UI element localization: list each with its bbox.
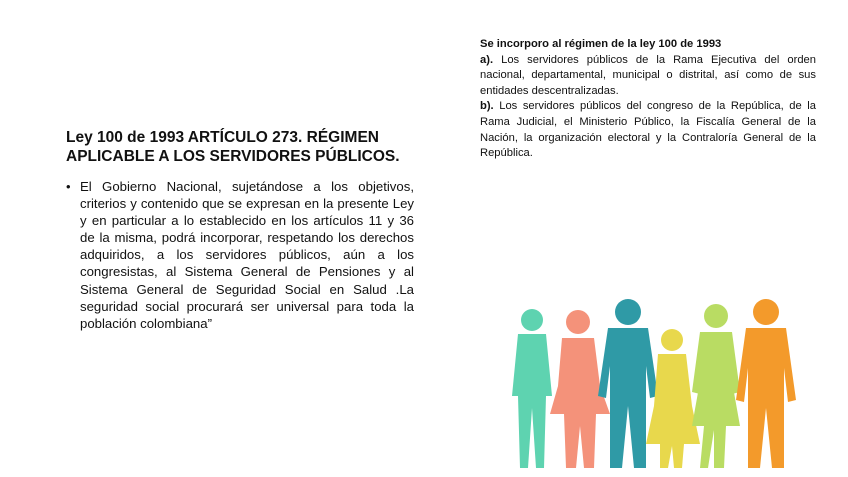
people-silhouettes-icon bbox=[500, 296, 830, 471]
section-heading: Se incorporo al régimen de la ley 100 de 1993 bbox=[480, 38, 722, 50]
item-text: Los servidores públicos de la Rama Ejecutiva del orden nacional, departamental, municipal o distrital, así como de sus entidades descentralizadas. bbox=[480, 53, 816, 97]
bullet-list bbox=[66, 178, 414, 332]
bullet-text: El Gobierno Nacional, sujetándose a los objetivos, criterios y contenido que se expresan en la presente Ley y en particular a lo establecido en los artículos 11 y 36 de la misma, podrá incorporar, respetando los derechos adquiridos, a los servidores públicos, aún a los congresistas, al Sistema General de Pensiones y al Sistema General de Seguridad Social en Salud .La seguridad social procurará ser universal para toda la población colombiana” bbox=[80, 179, 414, 331]
person-yellow bbox=[646, 329, 700, 468]
bullet-icon: • bbox=[66, 179, 71, 194]
slide-title: Ley 100 de 1993 ARTÍCULO 273. RÉGIMEN APLICABLE A LOS SERVIDORES PÚBLICOS. bbox=[66, 129, 400, 165]
person-mint bbox=[512, 309, 552, 468]
item-label: a). bbox=[480, 53, 494, 66]
right-text-block bbox=[480, 37, 816, 162]
item-label: b). bbox=[480, 100, 494, 113]
item-text: Los servidores públicos del congreso de la República, de la Rama Judicial, el Ministerio Público, la Fiscalía General de la Nación, la organización electoral y la Contraloría General de la República. bbox=[480, 100, 816, 160]
person-orange bbox=[736, 299, 796, 468]
list-item bbox=[480, 53, 816, 100]
list-item bbox=[480, 99, 816, 161]
list-item bbox=[66, 178, 414, 332]
